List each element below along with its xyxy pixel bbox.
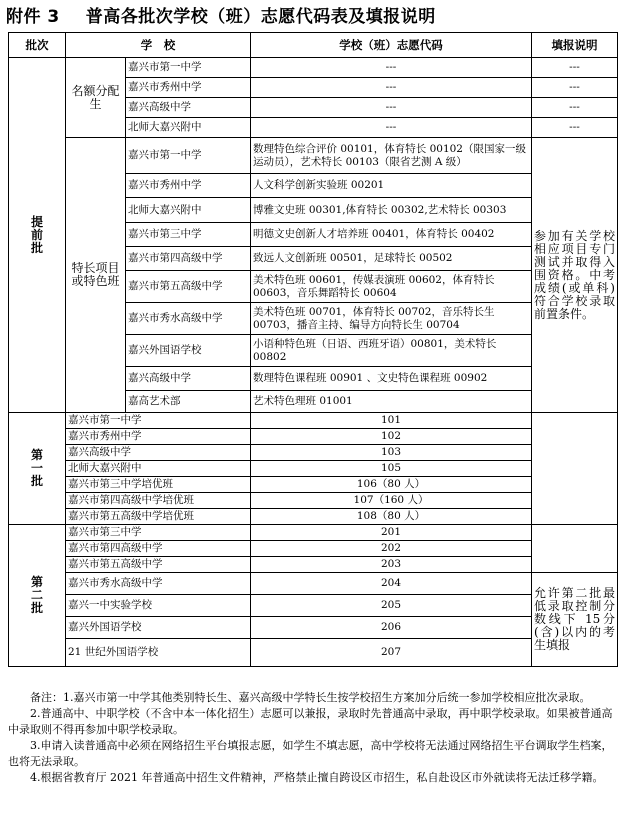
table-row (9, 617, 618, 639)
code-cell: 203 (251, 557, 532, 573)
school-cell: 嘉兴市第一中学 (66, 413, 251, 429)
school-cell: 嘉兴市第五高级中学 (66, 557, 251, 573)
table-row (9, 557, 618, 573)
batch-first: 第一批 (9, 413, 66, 525)
header-batch: 批次 (9, 33, 66, 58)
school-cell: 嘉兴市第三中学 (66, 525, 251, 541)
code-cell: 201 (251, 525, 532, 541)
table-row (9, 639, 618, 667)
code-cell: 102 (251, 429, 532, 445)
school-cell: 嘉兴高级中学 (66, 445, 251, 461)
subcat-quota: 名额分配生 (66, 58, 126, 138)
school-cell: 嘉兴市第五高级中学 (126, 271, 251, 303)
school-cell: 嘉兴市第五高级中学培优班 (66, 509, 251, 525)
school-cell: 嘉兴市秀州中学 (126, 78, 251, 98)
school-cell: 嘉兴市秀州中学 (126, 174, 251, 198)
note-3: 3.申请入读普通高中必须在网络招生平台填报志愿，如学生不填志愿，高中学校将无法通过网络招生平台调取学生档案，也将无法录取。 (8, 739, 613, 768)
school-cell: 嘉兴市第一中学 (126, 58, 251, 78)
table-row (9, 461, 618, 477)
code-cell: 数理特色课程班 00901 、文史特色课程班 00902 (251, 367, 532, 391)
school-cell: 嘉兴市第三中学培优班 (66, 477, 251, 493)
table-row (9, 445, 618, 461)
table-row (9, 525, 618, 541)
table-row (9, 477, 618, 493)
note-cell: --- (532, 118, 618, 138)
table-row (9, 541, 618, 557)
code-cell: 103 (251, 445, 532, 461)
school-cell: 嘉兴市秀水高级中学 (66, 573, 251, 595)
table-row (9, 58, 618, 78)
table-row (9, 595, 618, 617)
school-cell: 嘉兴市第一中学 (126, 138, 251, 174)
note-cell: --- (532, 58, 618, 78)
code-cell: --- (251, 118, 532, 138)
school-cell: 嘉兴高级中学 (126, 367, 251, 391)
school-cell: 21 世纪外国语学校 (66, 639, 251, 667)
code-cell: 艺术特色理班 01001 (251, 391, 532, 413)
header-code: 学校（班）志愿代码 (251, 33, 532, 58)
code-cell: 美术特色班 00601，传媒表演班 00602，体育特长 00603，音乐舞蹈特长 00604 (251, 271, 532, 303)
code-cell: 人文科学创新实验班 00201 (251, 174, 532, 198)
note-1: 备注：1.嘉兴市第一中学其他类别特长生、嘉兴高级中学特长生按学校招生方案加分后统一参加学校相应批次录取。 (30, 691, 591, 704)
header-school: 学 校 (66, 33, 251, 58)
code-cell: 数理特色综合评价 00101，体育特长 00102（限国家一级运动员），艺术特长 00103（限省艺测 A 级） (251, 138, 532, 174)
title-text: 普高各批次学校（班）志愿代码表及填报说明 (85, 7, 436, 27)
special-note: 参加有关学校相应项目专门测试并取得入围资格。中考成绩(或单科)符合学校录取前置条件。 (532, 138, 618, 413)
school-cell: 嘉兴市第三中学 (126, 223, 251, 247)
header-note: 填报说明 (532, 33, 618, 58)
school-cell: 北师大嘉兴附中 (126, 118, 251, 138)
table-row (9, 413, 618, 429)
table-row (9, 429, 618, 445)
code-cell: 105 (251, 461, 532, 477)
school-cell: 嘉兴市第四高级中学培优班 (66, 493, 251, 509)
code-cell: 小语种特色班（日语、西班牙语）00801，美术特长 00802 (251, 335, 532, 367)
school-cell: 嘉兴外国语学校 (126, 335, 251, 367)
table-row (9, 138, 618, 174)
document-title (6, 2, 436, 32)
code-cell: --- (251, 78, 532, 98)
school-cell: 嘉兴一中实验学校 (66, 595, 251, 617)
table-header-row (9, 33, 618, 58)
note-cell: --- (532, 78, 618, 98)
code-cell: --- (251, 98, 532, 118)
school-cell: 嘉兴市第四高级中学 (66, 541, 251, 557)
code-cell: 106（80 人） (251, 477, 532, 493)
code-cell: 美术特色班 00701，体育特长 00702，音乐特长生 00703，播音主持、编导方向特长生 00704 (251, 303, 532, 335)
school-cell: 嘉兴市秀水高级中学 (126, 303, 251, 335)
school-cell: 嘉兴高级中学 (126, 98, 251, 118)
note-cell-empty (532, 413, 618, 525)
table-row (9, 493, 618, 509)
subcat-special: 特长项目或特色班 (66, 138, 126, 413)
code-cell: 206 (251, 617, 532, 639)
code-cell: 107（160 人） (251, 493, 532, 509)
table-row (9, 509, 618, 525)
code-cell: 致远人文创新班 00501，足球特长 00502 (251, 247, 532, 271)
note-cell: --- (532, 98, 618, 118)
batch-early: 提前批 (9, 58, 66, 413)
note-2: 2.普通高中、中职学校（不含中本一体化招生）志愿可以兼报，录取时先普通高中录取，再中职学校录取。如果被普通高中录取则不得再参加中职学校录取。 (8, 707, 613, 736)
code-cell: 108（80 人） (251, 509, 532, 525)
code-table (8, 32, 618, 667)
school-cell: 嘉兴市秀州中学 (66, 429, 251, 445)
code-cell: 202 (251, 541, 532, 557)
attachment-label: 附件 3 (6, 7, 60, 27)
school-cell: 北师大嘉兴附中 (126, 198, 251, 223)
note-4: 4.根据省教育厅 2021 年普通高中招生文件精神，严格禁止擅自跨设区市招生，私自赴设区市外就读将无法迁移学籍。 (30, 771, 604, 784)
code-cell: 207 (251, 639, 532, 667)
note-cell-empty (532, 525, 618, 573)
batch-second: 第二批 (9, 525, 66, 667)
code-cell: --- (251, 58, 532, 78)
code-cell: 101 (251, 413, 532, 429)
code-cell: 明德文史创新人才培养班 00401，体育特长 00402 (251, 223, 532, 247)
school-cell: 嘉兴外国语学校 (66, 617, 251, 639)
code-cell: 204 (251, 573, 532, 595)
school-cell: 嘉兴市第四高级中学 (126, 247, 251, 271)
code-cell: 205 (251, 595, 532, 617)
table-row (9, 573, 618, 595)
code-cell: 博雅文史班 00301,体育特长 00302,艺术特长 00303 (251, 198, 532, 223)
notes (8, 690, 617, 786)
school-cell: 北师大嘉兴附中 (66, 461, 251, 477)
second-note: 允许第二批最低录取控制分数线下 15分(含)以内的考生填报 (532, 573, 618, 667)
school-cell: 嘉高艺术部 (126, 391, 251, 413)
